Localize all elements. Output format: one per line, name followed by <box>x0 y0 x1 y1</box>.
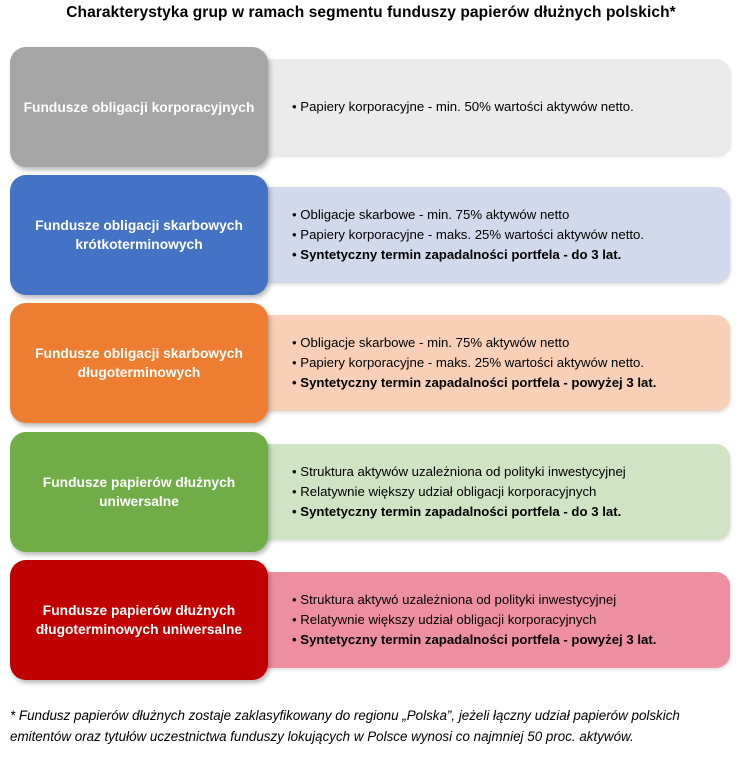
group-detail-item: • Syntetyczny termin zapadalności portfela - do 3 lat. <box>292 247 622 262</box>
group-label-text: Fundusze obligacji korporacyjnych <box>23 99 255 115</box>
group-label-text: Fundusze papierów dłużnych uniwersalne <box>42 475 236 509</box>
group-detail-item: • Syntetyczny termin zapadalności portfela - powyżej 3 lat. <box>292 632 657 647</box>
group-detail-item: • Obligacje skarbowe - min. 75% aktywów netto <box>292 335 570 350</box>
group-detail-item: • Syntetyczny termin zapadalności portfela - do 3 lat. <box>292 504 622 519</box>
group-label-text: Fundusze obligacji skarbowych długoterminowych <box>35 346 243 380</box>
group-row <box>0 303 742 425</box>
group-detail-item: • Struktura aktywów uzależniona od polityki inwestycyjnej <box>292 464 626 479</box>
group-label-text: Fundusze papierów dłużnych długoterminowych uniwersalne <box>35 603 243 637</box>
group-detail-item: • Papiery korporacyjne - maks. 25% wartości aktywów netto. <box>292 355 645 370</box>
group-label-box <box>10 47 268 167</box>
group-row <box>0 432 742 554</box>
diagram-title: Charakterystyka grup w ramach segmentu funduszy papierów dłużnych polskich* <box>66 4 676 21</box>
group-detail-item: • Papiery korporacyjne - min. 50% wartości aktywów netto. <box>292 99 634 114</box>
group-detail-box <box>248 315 730 411</box>
group-label-box <box>10 432 268 552</box>
group-row <box>0 175 742 297</box>
group-label-box <box>10 560 268 680</box>
group-detail-item: • Relatywnie większy udział obligacji korporacyjnych <box>292 612 597 627</box>
group-label-text: Fundusze obligacji skarbowych krótkoterminowych <box>35 218 243 252</box>
group-row <box>0 47 742 169</box>
group-detail-item: • Struktura aktywó uzależniona od polityki inwestycyjnej <box>292 592 617 607</box>
group-row <box>0 560 742 682</box>
group-detail-box <box>248 59 730 155</box>
group-detail-box <box>248 572 730 668</box>
group-detail-item: • Syntetyczny termin zapadalności portfela - powyżej 3 lat. <box>292 375 657 390</box>
group-detail-box <box>248 187 730 283</box>
group-detail-item: • Obligacje skarbowe - min. 75% aktywów netto <box>292 207 570 222</box>
group-label-box <box>10 303 268 423</box>
group-label-box <box>10 175 268 295</box>
footnote: * Fundusz papierów dłużnych zostaje zaklasyfikowany do regionu „Polska”, jeżeli łączny udział papierów polskich emitentów oraz tytułów uczestnictwa funduszy lokujących w Polsce wynosi co najmniej 50 proc. aktywów. <box>10 708 680 744</box>
group-detail-box <box>248 444 730 540</box>
group-detail-item: • Papiery korporacyjne - maks. 25% wartości aktywów netto. <box>292 227 645 242</box>
group-detail-item: • Relatywnie większy udział obligacji korporacyjnych <box>292 484 597 499</box>
